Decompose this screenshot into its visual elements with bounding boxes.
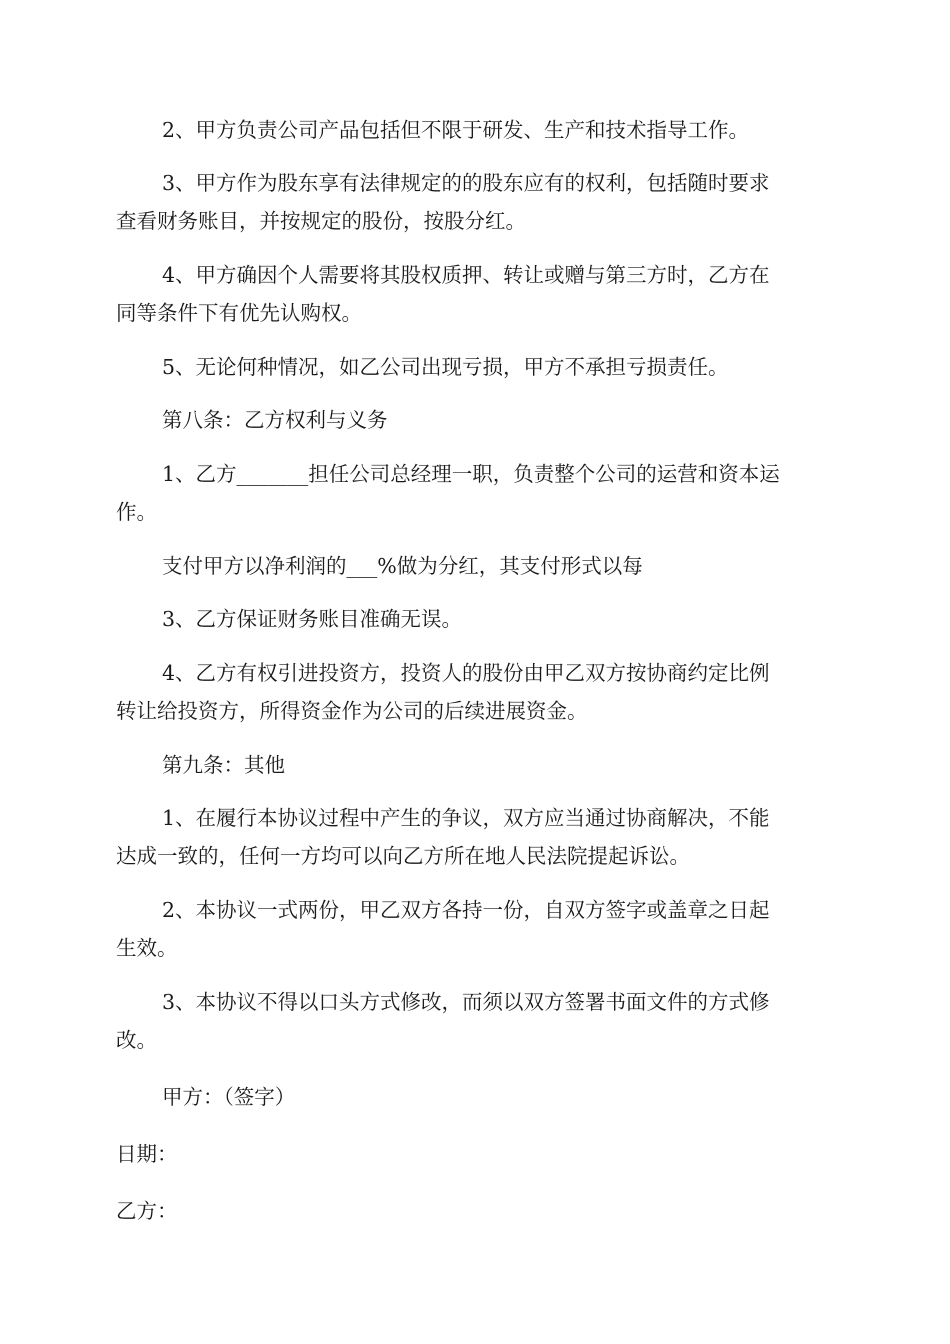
clause-8-item-3: 3、乙方保证财务账目准确无误。 (162, 607, 463, 631)
clause-8-payment-line: 支付甲方以净利润的___%做为分红，其支付形式以每 (162, 554, 643, 578)
clause-9-item-2-line-1: 2、本协议一式两份，甲乙双方各持一份，自双方签字或盖章之日起 (162, 898, 770, 922)
date-label: 日期： (116, 1142, 178, 1166)
clause-7-item-5: 5、无论何种情况，如乙公司出现亏损，甲方不承担亏损责任。 (162, 355, 729, 379)
clause-9-heading: 第九条：其他 (162, 753, 285, 777)
clause-7-item-4-line-1: 4、甲方确因个人需要将其股权质押、转让或赠与第三方时，乙方在 (162, 263, 770, 287)
clause-9-item-1-line-1: 1、在履行本协议过程中产生的争议，双方应当通过协商解决，不能 (162, 806, 770, 830)
clause-8-heading: 第八条：乙方权利与义务 (162, 408, 388, 432)
clause-7-item-3-line-2: 查看财务账目，并按规定的股份，按股分红。 (116, 209, 526, 233)
clause-8-item-4-line-2: 转让给投资方，所得资金作为公司的后续进展资金。 (116, 699, 588, 723)
party-a-signature: 甲方：（签字） (162, 1085, 296, 1109)
clause-8-item-4-line-1: 4、乙方有权引进投资方，投资人的股份由甲乙双方按协商约定比例 (162, 661, 770, 685)
clause-9-item-3-line-1: 3、本协议不得以口头方式修改，而须以双方签署书面文件的方式修 (162, 990, 770, 1014)
clause-8-item-1-line-1: 1、乙方_______担任公司总经理一职，负责整个公司的运营和资本运 (162, 462, 780, 486)
clause-7-item-2: 2、甲方负责公司产品包括但不限于研发、生产和技术指导工作。 (162, 118, 750, 142)
clause-7-item-3-line-1: 3、甲方作为股东享有法律规定的的股东应有的权利，包括随时要求 (162, 171, 770, 195)
clause-9-item-3-line-2: 改。 (116, 1028, 157, 1052)
party-b-label: 乙方： (116, 1199, 178, 1223)
clause-9-item-2-line-2: 生效。 (116, 936, 178, 960)
clause-7-item-4-line-2: 同等条件下有优先认购权。 (116, 301, 362, 325)
clause-9-item-1-line-2: 达成一致的，任何一方均可以向乙方所在地人民法院提起诉讼。 (116, 844, 690, 868)
clause-8-item-1-line-2: 作。 (116, 500, 157, 524)
